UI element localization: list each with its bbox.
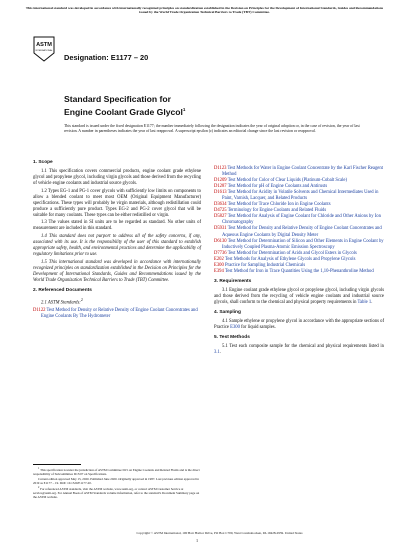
reference-title[interactable]: Test Methods for Analysis of Ethylene Glycols and Propylene Glycols <box>224 256 356 262</box>
footnote-divider <box>33 464 81 465</box>
paragraph-1-2: 1.2 Types EG-1 and PG-1 cover glycols with sufficiently low limits on components to allow a blended coolant to meet most OEM (Original Equipment Manufacturer) specifications. These types will probably be virgin materials, although redistillation could produce a sufficiently pure product. Types EG-2 and PG-2 cover glycol that will be suitable for many coolants. These types can be either redistilled or virgin. <box>33 188 201 218</box>
paragraph-1-5: 1.5 This international standard was developed in accordance with internationally recognized principles on standardization established in the Decision on Principles for the Development of International Standards, Guides and Recommendations issued by the World Trade Organization Technical Barriers to Trade (TBT) Committee. <box>33 259 201 283</box>
reference-title[interactable]: Test Method for Color of Clear Liquids (Platinum-Cobalt Scale) <box>227 178 347 184</box>
title-footnote-mark: 1 <box>182 106 186 112</box>
reference-code[interactable]: D5931 <box>214 226 227 232</box>
reference-code[interactable]: D1209 <box>214 178 227 184</box>
reference-code[interactable]: D1122 <box>33 307 46 313</box>
reference-code[interactable]: D7736 <box>214 250 227 256</box>
astm-logo <box>33 36 55 62</box>
test-methods-heading: 5. Test Methods <box>214 335 250 341</box>
reference-d5827[interactable] <box>214 214 384 226</box>
reference-title[interactable]: Test Method for Trace Chloride Ion in Engine Coolants <box>227 202 331 208</box>
paragraph-4-1: 4.1 Sample ethylene or propylene glycol in accordance with the appropriate sections of Practice E300 for liquid samples. <box>214 319 384 331</box>
footnote-1-edition: Current edition approved May 15, 2020. Published June 2020. Originally approved in 1987. Last previous edition approved in 2019 as E1177 – 19. DOI: 10.1520/E1177-20. <box>33 476 199 485</box>
international-standard-notice: This international standard was developed in accordance with internationally recognized principles on standardization established in the Decision on Principles for the Development of International Standards, Guides and Recommendations issued by the World Trade Organization Technical Barriers to Trade (TBT) Committee. <box>25 6 384 15</box>
table-1-link[interactable]: Table 1 <box>357 299 372 305</box>
reference-d5931[interactable] <box>214 226 384 238</box>
reference-d1123[interactable] <box>214 166 384 178</box>
reference-code[interactable]: D5827 <box>214 214 227 220</box>
reference-code[interactable]: D1613 <box>214 190 227 196</box>
scope-heading: 1. Scope <box>33 160 53 165</box>
standard-issue-note: This standard is issued under the fixed designation E1177; the number immediately following the designation indicates the year of original adoption or, in the case of revision, the year of last revision. A number in parentheses indicates the year of last reapproval. A superscript epsilon (ε) indicates an editorial change since the last revision or reapproval. <box>64 124 360 133</box>
left-column <box>33 160 201 320</box>
section-3-1-link[interactable]: 3.1 <box>214 350 220 356</box>
reference-title[interactable]: Test Method for Density and Relative Density of Engine Coolant Concentrates and Aqueous Engine Coolants by Digital Density Meter <box>222 226 382 238</box>
document-title <box>64 94 364 117</box>
paragraph-2-1: 2.1 ASTM Standards:$^2$ <box>41 297 83 306</box>
referenced-standards-list <box>214 166 384 275</box>
reference-code[interactable]: D3634 <box>214 202 227 208</box>
reference-code[interactable]: E300 <box>214 262 224 268</box>
svg-text:ASTM: ASTM <box>36 42 52 48</box>
paragraph-1-1: 1.1 This specification covers commercial products, engine coolant grade ethylene glycol and propylene glycol, including virgin glycols and those derived from the recycling of vehicle engine coolants and industrial source glycols. <box>33 169 201 187</box>
reference-code[interactable]: E202 <box>214 256 224 262</box>
reference-title[interactable]: Test Method for pH of Engine Coolants and Antirusts <box>227 184 328 190</box>
reference-code[interactable]: D4725 <box>214 208 227 214</box>
title-line-2: Engine Coolant Grade Glycol <box>64 106 183 117</box>
paragraph-3-1: 3.1 Engine coolant grade ethylene glycol or propylene glycol, including virgin glycols and those derived from the recycling of vehicle engine coolants and industrial source glycols, shall conform to the chemical and physical property requirements in Table 1. <box>214 287 384 305</box>
reference-title[interactable]: Test Method for Acidity in Volatile Solvents and Chemical Intermediates Used in Paint, Varnish, Lacquer, and Related Products <box>222 190 379 202</box>
page-number: 1 <box>196 538 199 543</box>
designation <box>64 53 148 62</box>
footnote-1: $^1$ This specification is under the jurisdiction of ASTM Committee D15 on Engine Coolants and Related Fluids and is the direct responsibility of Subcommittee D15/07 on Specifications. <box>33 467 200 477</box>
reference-title[interactable]: Practice for Sampling Industrial Chemicals <box>224 262 306 268</box>
reference-e394[interactable] <box>214 268 384 275</box>
reference-title[interactable]: Test Method for Density or Relative Density of Engine Coolant Concentrates and Engine Coolants By The Hydrometer <box>41 307 198 319</box>
designation-label: Designation: E1177 – 20 <box>64 53 149 62</box>
reference-code[interactable]: D6130 <box>214 238 227 244</box>
reference-title[interactable]: Test Method for Analysis of Engine Coolant for Chloride and Other Anions by Ion Chromatography <box>222 214 381 226</box>
title-line-1: Standard Specification for <box>64 94 171 104</box>
paragraph-1-4: 1.4 This standard does not purport to address all of the safety concerns, if any, associated with its use. It is the responsibility of the user of this standard to establish appropriate safety, health, and environmental practices and determine the applicability of regulatory limitations prior to use. <box>33 234 201 258</box>
footnote-2: $^2$ For referenced ASTM standards, visit the ASTM website, www.astm.org, or contact ASTM Customer Service at service@astm.org. For Annual Book of ASTM Standards volume information, refer to the standard's Document Summary page on the ASTM website. <box>33 486 200 500</box>
reference-title[interactable]: Test Method for Iron in Trace Quantities Using the 1,10-Phenanthroline Method <box>224 268 374 274</box>
copyright-line: Copyright © ASTM International, 100 Barr Harbor Drive, PO Box C700, West Conshohocken, PA 19428-2959. United States <box>136 531 303 535</box>
reference-d6130[interactable] <box>214 238 384 251</box>
sampling-heading: 4. Sampling <box>214 310 241 316</box>
reference-code[interactable]: D1287 <box>214 184 227 190</box>
footnotes <box>33 467 201 501</box>
reference-title[interactable]: Test Method for Determination of Acids and Glycol Esters in Glycols <box>227 250 357 256</box>
paragraph-5-1: 5.1 Test each composite sample for the chemical and physical requirements listed in 3.1. <box>214 344 384 356</box>
svg-text:INTERNATIONAL: INTERNATIONAL <box>35 50 53 52</box>
right-column <box>214 166 384 358</box>
requirements-heading: 3. Requirements <box>214 278 252 284</box>
paragraph-1-3: 1.3 The values stated in SI units are to be regarded as standard. No other units of measurement are included in this standard. <box>33 220 201 232</box>
referenced-documents-heading: 2. Referenced Documents <box>33 287 92 293</box>
reference-d1122[interactable] <box>33 307 201 320</box>
reference-title[interactable]: Test Methods for Water in Engine Coolant Concentrate by the Karl Fischer Reagent Method <box>222 166 383 178</box>
e300-link[interactable]: E300 <box>230 325 240 331</box>
reference-code[interactable]: D1123 <box>214 166 227 171</box>
reference-title[interactable]: Terminology for Engine Coolants and Related Fluids <box>227 208 327 214</box>
reference-d1613[interactable] <box>214 190 384 202</box>
reference-code[interactable]: E394 <box>214 268 224 274</box>
reference-title[interactable]: Test Method for Determination of Silicon and Other Elements in Engine Coolant by Inductively Coupled Plasma-Atomic Emission Spectroscopy <box>222 238 384 250</box>
